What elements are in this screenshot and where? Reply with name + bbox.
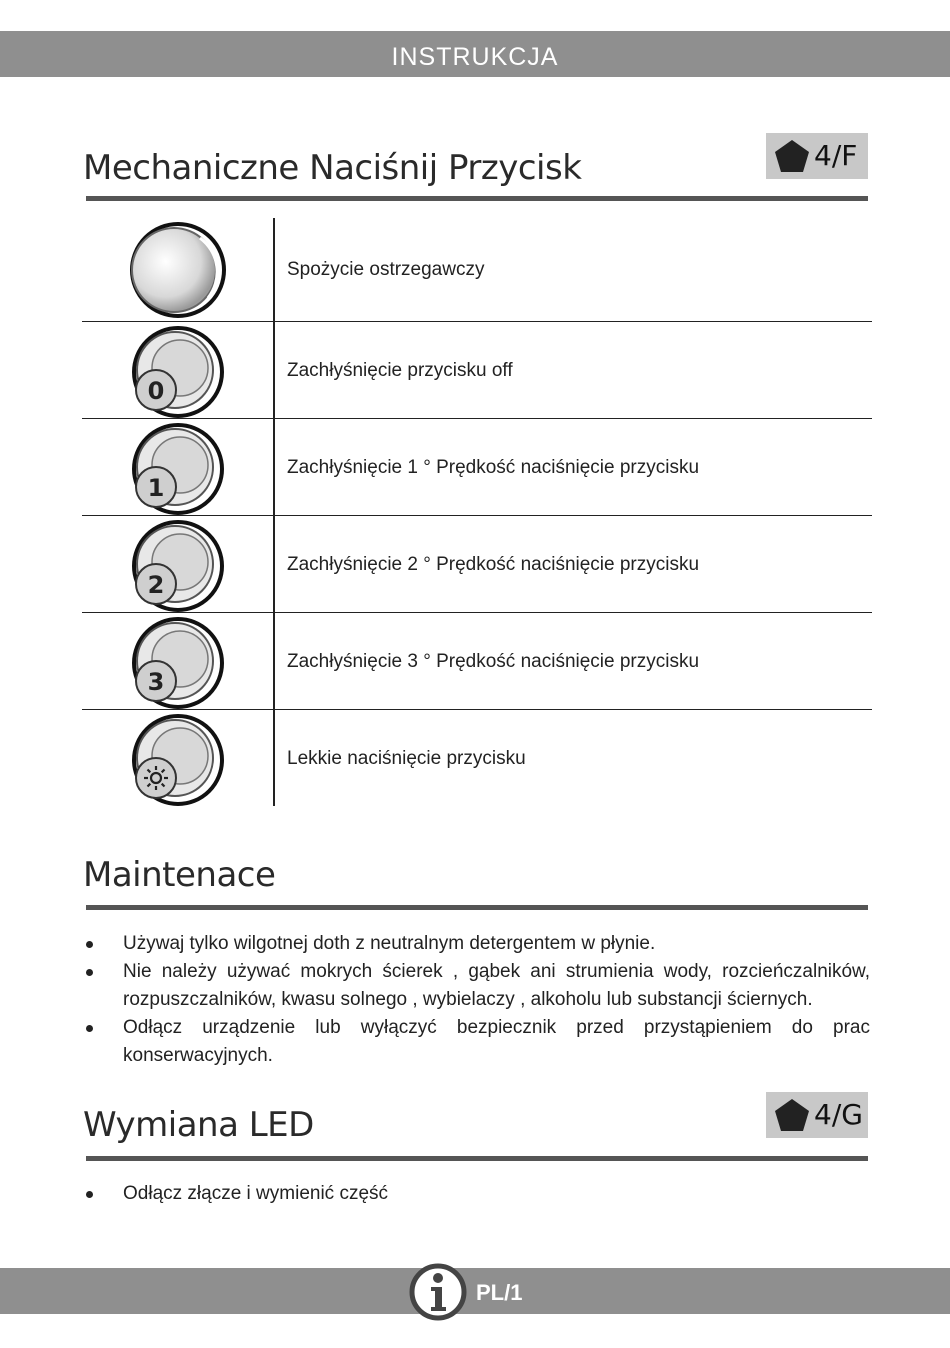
table-row (82, 218, 872, 322)
pentagon-icon (774, 139, 810, 173)
list-item: Używaj tylko wilgotnej doth z neutralnym detergentem w płynie. (80, 930, 870, 958)
table-row (82, 613, 872, 710)
section-rule (86, 196, 868, 201)
row-label: Zachłyśnięcie przycisku off (287, 359, 513, 381)
svg-text:2: 2 (147, 571, 165, 599)
section-title-buttons: Mechaniczne Naciśnij Przycisk (83, 148, 582, 188)
table-row (82, 419, 872, 516)
badge-4g (766, 1092, 868, 1138)
row-label: Zachłyśnięcie 3 ° Prędkość naciśnięcie przycisku (287, 650, 700, 672)
section-title-led: Wymiana LED (83, 1105, 314, 1145)
svg-text:0: 0 (147, 377, 165, 405)
pentagon-icon (774, 1098, 810, 1132)
list-item: Nie należy używać mokrych ścierek , gąbek ani strumienia wody, rozcieńczalników, rozpuszczalników, kwasu solnego , wybielaczy , alkoholu lub substancji ściernych. (80, 958, 870, 1014)
list-item: Odłącz urządzenie lub wyłączyć bezpiecznik przed przystąpieniem do prac konserwacyjnych. (80, 1014, 870, 1070)
page-number: PL/1 (476, 1280, 523, 1305)
section-title-maintenance: Maintenace (83, 855, 276, 895)
row-label: Zachłyśnięcie 1 ° Prędkość naciśnięcie przycisku (287, 456, 700, 478)
badge-label: 4/G (814, 1098, 863, 1131)
info-icon (409, 1263, 467, 1321)
badge-4f (766, 133, 868, 179)
knob-2-icon (128, 518, 228, 614)
maintenance-list (80, 930, 870, 1070)
header-title: INSTRUKCJA (391, 43, 559, 71)
row-label: Lekkie naciśnięcie przycisku (287, 747, 526, 769)
led-list (80, 1180, 870, 1208)
knob-0-icon (128, 324, 228, 420)
knob-1-icon (128, 421, 228, 517)
table-row (82, 322, 872, 419)
svg-text:1: 1 (147, 474, 165, 502)
table-row (82, 516, 872, 613)
section-rule (86, 905, 868, 910)
header-bar (0, 31, 950, 77)
row-label: Spożycie ostrzegawczy (287, 259, 485, 280)
button-table (82, 218, 872, 807)
knob-light-icon (128, 712, 228, 808)
footer-bar (0, 1268, 950, 1314)
table-row (82, 710, 872, 807)
plain-dome-button-icon (128, 220, 228, 320)
row-label: Zachłyśnięcie 2 ° Prędkość naciśnięcie przycisku (287, 553, 700, 575)
section-rule (86, 1156, 868, 1161)
svg-text:3: 3 (147, 668, 165, 696)
badge-label: 4/F (814, 139, 858, 172)
list-item: Odłącz złącze i wymienić część (80, 1180, 870, 1208)
knob-3-icon (128, 615, 228, 711)
